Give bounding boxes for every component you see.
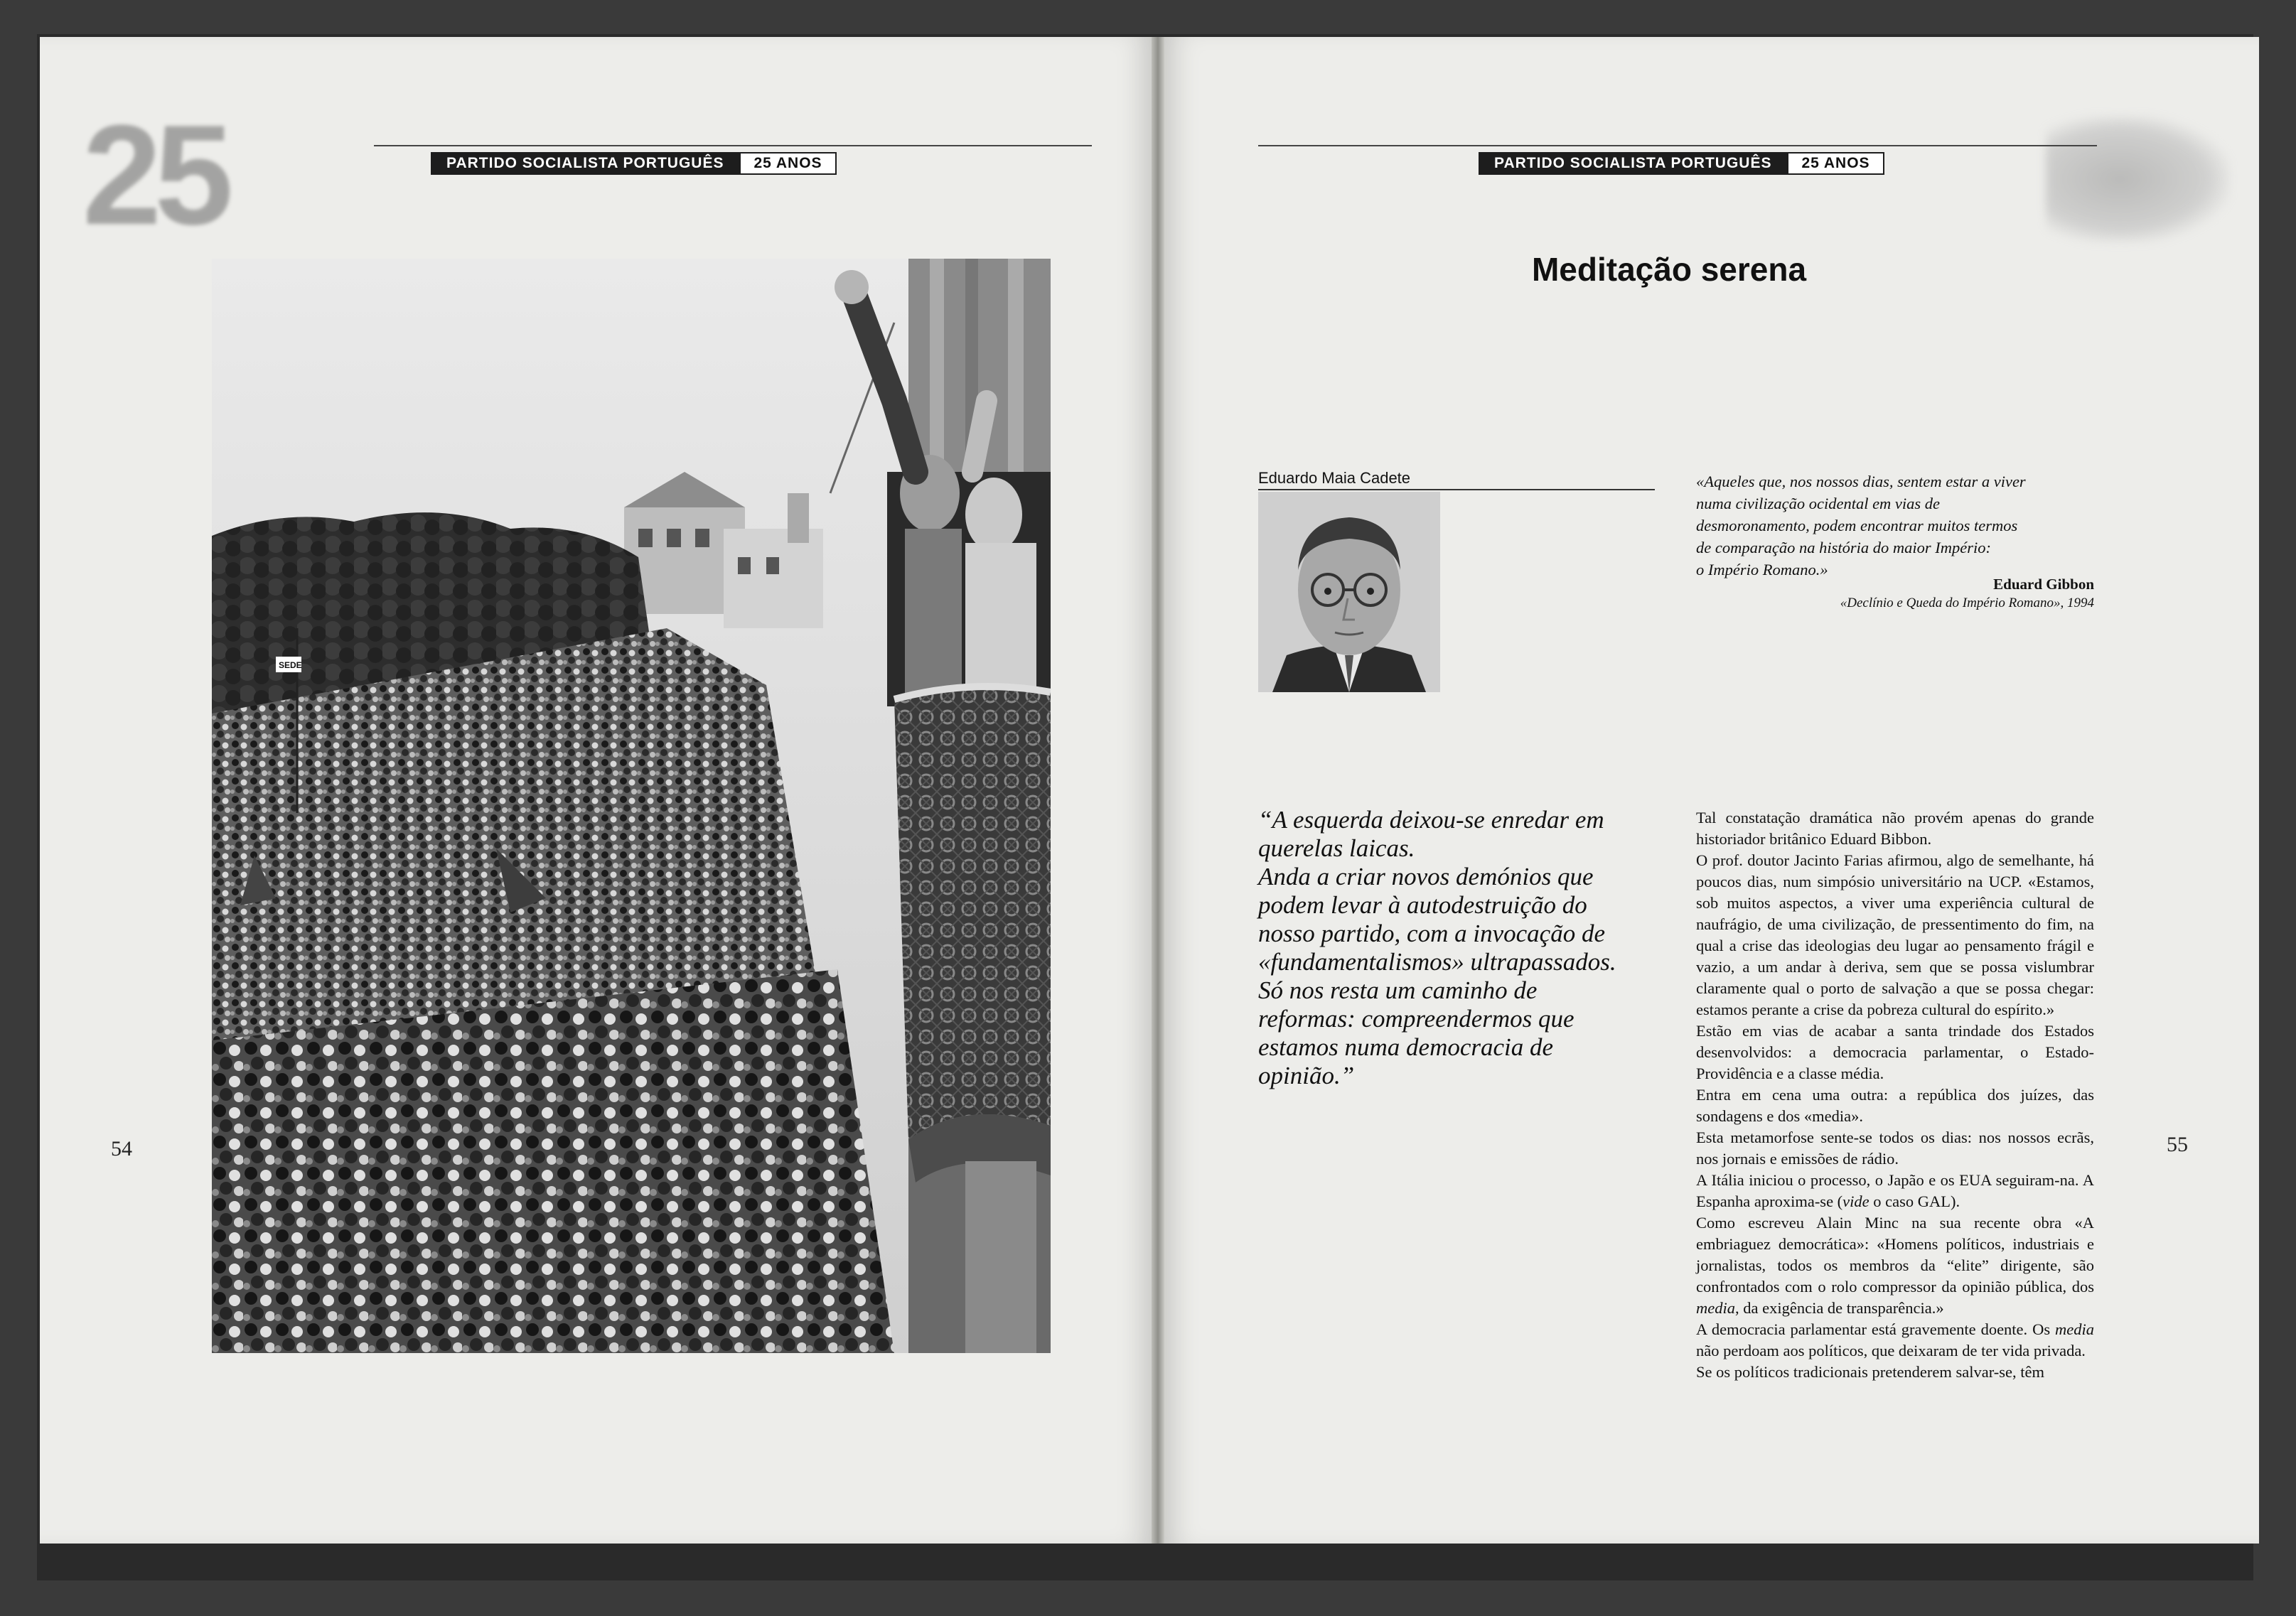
quote-line: opinião.” (1258, 1062, 1355, 1089)
author-rule (1258, 489, 1655, 490)
page-header (431, 152, 837, 175)
quote-line: «fundamentalismos» ultrapassados. (1258, 948, 1616, 976)
quote-line: Só nos resta um caminho de (1258, 976, 1538, 1004)
body-paragraph (1696, 1319, 2094, 1362)
body-paragraph: Esta metamorfose sente-se todos os dias: nos nossos ecrãs, nos jornais e emissões de rádio. (1696, 1128, 2094, 1168)
epigraph-author: Eduard Gibbon (1993, 576, 2094, 593)
quote-line: reformas: compreendermos que (1258, 1005, 1575, 1033)
left-page (40, 37, 1152, 1544)
ghost-logo-25: 25 (82, 96, 227, 254)
body-text-run: não perdoam aos políticos, que deixaram de ter vida privada. (1696, 1342, 2086, 1359)
epigraph-line: «Aqueles que, nos nossos dias, sentem estar a viver (1696, 473, 2026, 490)
book-gutter (1152, 37, 1164, 1544)
body-paragraph: Entra em cena uma outra: a república dos juízes, das sondagens e dos «media». (1696, 1086, 2094, 1125)
pull-quote (1258, 806, 1656, 1090)
body-text-run: Como escreveu Alain Minc na sua recente obra «A embriaguez democrática»: «Homens políticos, industriais e jornalistas, todos os membros da “elite” dirigente, são confrontados com o rolo compressor da opinião pública, dos (1696, 1214, 2094, 1296)
header-party: PARTIDO SOCIALISTA PORTUGUÊS (431, 152, 739, 175)
body-text-run: o caso GAL). (1869, 1192, 1960, 1210)
body-emphasis: vide (1842, 1192, 1869, 1210)
body-paragraph (1696, 1212, 2094, 1319)
body-paragraph (1696, 1170, 2094, 1212)
epigraph (1696, 470, 2094, 581)
rally-photo (212, 259, 1051, 1353)
quote-line: Anda a criar novos demónios que (1258, 863, 1594, 890)
page-number-right: 55 (2167, 1133, 2188, 1156)
quote-line: estamos numa democracia de (1258, 1033, 1554, 1061)
epigraph-line: numa civilização ocidental em vias de (1696, 495, 1941, 512)
epigraph-source: «Declínio e Queda do Império Romano», 1994 (1840, 596, 2094, 610)
page-number-left: 54 (111, 1137, 132, 1160)
quote-line: querelas laicas. (1258, 834, 1415, 862)
photo-sign: SEDE (279, 660, 302, 670)
body-emphasis: media (1696, 1299, 1735, 1317)
header-rule (1258, 145, 2097, 146)
header-rule (374, 145, 1092, 146)
body-paragraph: Tal constatação dramática não provém apenas do grande historiador britânico Eduard Bibbon. (1696, 809, 2094, 848)
ghost-logo-right (2046, 115, 2231, 243)
header-party: PARTIDO SOCIALISTA PORTUGUÊS (1479, 152, 1787, 175)
body-paragraph: Se os políticos tradicionais pretenderem salvar-se, têm (1696, 1363, 2045, 1381)
page-header (1479, 152, 1884, 175)
epigraph-line: o Império Romano.» (1696, 561, 1828, 578)
author-portrait (1258, 492, 1440, 692)
body-text-run: A democracia parlamentar está gravemente doente. Os (1696, 1320, 2055, 1338)
article-body (1696, 807, 2094, 1383)
header-years: 25 ANOS (1787, 152, 1884, 175)
body-text-run: , da exigência de transparência.» (1735, 1299, 1944, 1317)
quote-line: “A esquerda deixou-se enredar em (1258, 806, 1604, 834)
header-years: 25 ANOS (739, 152, 836, 175)
body-emphasis: media (2055, 1320, 2094, 1338)
article-title: Meditação serena (1531, 251, 1807, 288)
epigraph-line: desmoronamento, podem encontrar muitos termos (1696, 517, 2018, 534)
author-name: Eduardo Maia Cadete (1258, 469, 1411, 487)
body-text-run: A Itália iniciou o processo, o Japão e os EUA seguiram-na. A Espanha aproxima-se ( (1696, 1171, 2094, 1210)
right-page (1164, 37, 2259, 1544)
quote-line: nosso partido, com a invocação de (1258, 920, 1605, 947)
body-paragraph: Estão em vias de acabar a santa trindade dos Estados desenvolvidos: a democracia parlamentar, o Estado-Providência e a classe média. (1696, 1022, 2094, 1082)
quote-line: podem levar à autodestruição do (1258, 891, 1587, 919)
body-paragraph: O prof. doutor Jacinto Farias afirmou, algo de semelhante, há poucos dias, num simpósio universitário na UCP. «Estamos, sob muitos aspectos, a viver uma experiência cultural de naufrágio, de uma civilização, de pressentimento do fim, na qual a crise das ideologias deu lugar ao pensamento frágil e vazio, a um andar à deriva, sem que se possa vislumbrar claramente qual o porto de salvação a que se possa chegar: estamos perante a crise da pobreza cultural do espírito.» (1696, 851, 2094, 1018)
epigraph-line: de comparação na história do maior Império: (1696, 539, 1991, 556)
